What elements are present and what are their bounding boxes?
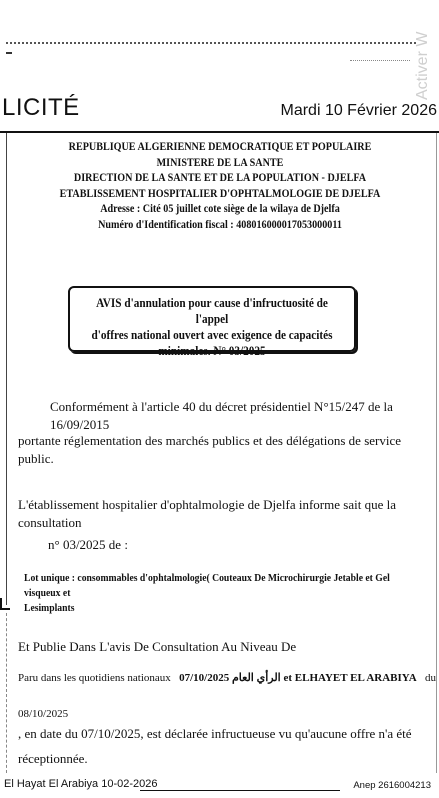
- header-rule: [0, 131, 439, 133]
- notice-title-box: [68, 286, 356, 358]
- legal-reference-cont: portante réglementation des marchés publics et des délégations de service public.: [18, 433, 401, 466]
- establishment-statement: L'établissement hospitalier d'ophtalmologie de Djelfa informe sait que la consultation: [18, 497, 396, 530]
- establishment-line: ETABLISSEMENT HOSPITALIER D'OPHTALMOLOGIE DE DJELFA: [59, 187, 381, 200]
- consultation-number: n° 03/2025 de :: [48, 537, 128, 552]
- republic-line: REPUBLIQUE ALGERIENNE DEMOCRATIQUE ET POPULAIRE: [68, 141, 372, 153]
- lot-description: [24, 571, 436, 616]
- notice-title-line-3: minimales. N° 03/2025: [158, 344, 266, 358]
- lot-line-1: Lot unique : consommables d'ophtalmologie( Couteaux De Microchirurgie Jetable et Gel visqueux et: [24, 573, 390, 599]
- lot-line-2: Lesimplants: [24, 603, 75, 614]
- footer-rule: [140, 790, 340, 791]
- publication-intro: Et Publie Dans L'avis De Consultation Au Niveau De: [18, 639, 297, 654]
- issue-date: Mardi 10 Février 2026: [280, 102, 437, 119]
- section-title: LICITÉ: [2, 94, 80, 121]
- declaration-line: , en date du 07/10/2025, est déclarée infructueuse vu qu'aucune offre n'a été: [18, 726, 412, 741]
- publication-date: 08/10/2025: [18, 708, 69, 720]
- notice-title-line-2: d'offres national ouvert avec exigence de capacités: [91, 328, 333, 342]
- publication-prefix: Paru dans les quotidiens nationaux: [18, 672, 171, 684]
- frame-left-rule-lower: [6, 613, 7, 773]
- dot-mark: [6, 52, 12, 54]
- frame-corner: [0, 598, 10, 610]
- legal-reference: Conformément à l'article 40 du décret présidentiel N°15/247 de la 16/09/2015: [50, 399, 393, 432]
- publication-suffix: du: [425, 672, 436, 684]
- fiscal-id-line: Numéro d'Identification fiscal : 408016000017053000011: [98, 218, 342, 231]
- watermark: Activer W: [414, 31, 431, 100]
- footer-reference: Anep 2616004213: [353, 780, 431, 791]
- notice-title-line-1: AVIS d'annulation pour cause d'infructuosité de l'appel: [96, 296, 328, 326]
- dotted-divider-short: [350, 60, 410, 61]
- institution-header: [35, 140, 405, 233]
- address-line: Adresse : Cité 05 juillet cote siège de la wilaya de Djelfa: [100, 203, 340, 215]
- direction-line: DIRECTION DE LA SANTE ET DE LA POPULATION - DJELFA: [73, 172, 367, 184]
- newspapers: الرأي العام 07/10/2025 et ELHAYET EL ARABIYA: [179, 672, 417, 684]
- declaration-end: réceptionnée.: [18, 751, 88, 766]
- dotted-divider: [6, 42, 416, 44]
- footer-source: El Hayat El Arabiya 10-02-2026: [4, 778, 158, 790]
- ministry-line: MINISTERE DE LA SANTE: [156, 156, 284, 169]
- frame-left-rule: [6, 133, 7, 605]
- publication-line: [18, 669, 436, 687]
